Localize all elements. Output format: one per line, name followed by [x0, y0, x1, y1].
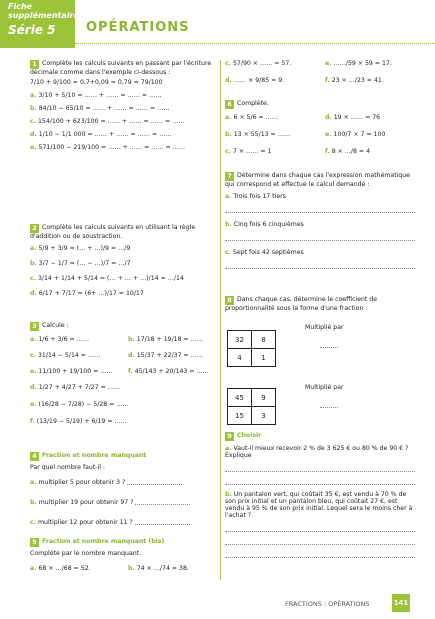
page-number: 141 — [392, 594, 410, 612]
exercise-5-continued: c. 57/90 × …… = 57. e. ……/59 × 59 = 17. d. …… × 9/85 = 9. f. 23 × …/23 = 41. — [225, 60, 392, 84]
ex2-item-c[interactable]: 3/14 + 1/14 + 5/14 = (… + … + …)/14 = …/14 — [38, 275, 184, 282]
ex6-number: 6 — [225, 100, 234, 109]
ex4-answer-c[interactable] — [135, 519, 190, 525]
ex3-item-a[interactable]: 1/6 + 3/6 = …… — [38, 336, 90, 343]
ex6-item-f[interactable]: 8 × …/8 = 4 — [331, 148, 371, 155]
exercise-6: 6 Complète. a. 6 × 5/6 = …… d. 19 × …… = 76 b. 13 × 55/13 = …… e. 100/7 × 7 = 100 c. 7 × …… = 1 f. 8 × …/8 = 4 — [225, 100, 386, 155]
table2-answer[interactable] — [320, 402, 338, 408]
ex3-item-f[interactable]: 45/143 + 20/143 = …… — [134, 368, 209, 375]
ex1-item-d[interactable]: 1/10 − 1/1 000 = …… + …… = …… = …… — [38, 131, 172, 138]
ex3-item-e[interactable]: 11/100 + 19/100 = …… — [38, 368, 113, 375]
ex8-instruction: Dans chaque cas, détermine le coefficient de proportionnalité sous la forme d'une fraction : — [225, 296, 378, 312]
ex2-instruction: Complète les calculs suivants en utilisant la règle d'addition ou de soustraction. — [30, 224, 196, 240]
ex1-item-a[interactable]: 3/10 + 5/10 = …… + …… = …… = …… — [38, 92, 162, 99]
ex4-item-c: multiplier 12 pour obtenir 11 ? — [38, 519, 133, 526]
ex9-answer-a-line1[interactable] — [225, 461, 415, 472]
ex4-answer-a[interactable] — [127, 479, 182, 485]
exercise-3: 3 Calcule : a. 1/6 + 3/6 = …… c. 31/14 − 5/14 = …… e. 11/100 + 19/100 = …… b. 17/18 + 19/18 = …… d. 15/37 + 22/37 = …… f. 45/143 + 20/143 = …… d. 1/27 + 4/27 + 7/27 = …… e. (16/28 − 7/28) − 5/28 = …… f. (13/19 − 5/19) + 6/19 = …… — [30, 322, 209, 425]
ex7-answer-c[interactable] — [225, 258, 415, 269]
exercise-7: 7 Détermine dans chaque cas l'expression mathématique qui correspond et effectue le calcul demandé : a. Trois fois 17 tiers b. Cinq fois 6 cinquièmes c. Sept fois 42 septièmes — [225, 172, 415, 269]
ex2-number: 2 — [30, 224, 39, 233]
ex9-question-b: Un pantalon vert, qui coûtait 35 €, est vendu à 70 % de son prix initial et un pantalon bleu, qui coûtait 27 €, est vendu à 95 % de son prix initial. Lequel sera le moins cher à l'achat ? — [225, 491, 413, 519]
ex1-item-c[interactable]: 154/100 + 623/100 = …… + …… = …… = …… — [38, 118, 185, 125]
ex1-example: 7/10 + 9/100 = 0,7+0,09 = 0,79 = 79/100 — [30, 79, 163, 86]
ex3-item-b[interactable]: 17/18 + 19/18 = …… — [136, 336, 204, 343]
table1-cell: 1 — [252, 349, 276, 367]
table2-label: Multiplié par — [305, 384, 344, 391]
ex1-instruction: Complète les calculs suivants en passant par l'écriture décimale comme dans l'exemple ci-dessous : — [30, 60, 212, 76]
ex3-item-c[interactable]: 31/14 − 5/14 = …… — [38, 352, 101, 359]
ex9-answer-b-line3[interactable] — [225, 547, 415, 558]
table1-cell: 32 — [228, 331, 252, 349]
ex8-number: 8 — [225, 296, 234, 305]
table1-label: Multiplié par — [305, 324, 344, 331]
table1-answer[interactable] — [320, 342, 338, 348]
ex4-item-a: multiplier 5 pour obtenir 3 ? — [38, 479, 126, 486]
serie-label: Série 5 — [8, 23, 56, 37]
ex5-item-b[interactable]: 74 × …/74 = 38. — [136, 565, 189, 572]
ex5-item-f[interactable]: 23 × …/23 = 41. — [331, 77, 384, 84]
series-badge — [0, 0, 79, 48]
ex6-item-c[interactable]: 7 × …… = 1 — [233, 148, 272, 155]
ex5-item-c[interactable]: 57/90 × …… = 57. — [233, 60, 292, 67]
ex7-answer-a[interactable] — [225, 202, 415, 213]
ex9-answer-b-line1[interactable] — [225, 521, 415, 532]
ex4-item-b: multiplier 19 pour obtenir 97 ? — [38, 499, 134, 506]
exercise-2: 2 Complète les calculs suivants en utilisant la règle d'addition ou de soustraction. a. 5/9 + 3/9 = (… + …)/9 = …/9 b. 3/7 − 1/7 = (… − …)/7 = …/7 c. 3/14 + 1/14 + 5/14 = (… + … + …)/14 = …/14 d. 6/17 + 7/17 = (6+ …)/17 = 10/17 — [30, 224, 196, 297]
column-divider — [220, 60, 221, 580]
table2-cell: 45 — [228, 389, 252, 407]
ex9-number: 9 — [225, 432, 234, 441]
ex4-instruction: Par quel nombre faut-il : — [30, 464, 105, 471]
ex7-item-b: Cinq fois 6 cinquièmes — [233, 221, 304, 228]
proportion-table-2 — [227, 388, 276, 425]
ex5-item-a[interactable]: 68 × …/68 = 52. — [38, 565, 91, 572]
ex4-number: 4 — [30, 452, 39, 461]
proportion-table-1 — [227, 330, 276, 367]
ex1-number: 1 — [30, 60, 39, 69]
ex5-title: Fraction et nombre manquant (bis) — [42, 538, 165, 545]
table2-cell: 3 — [252, 407, 276, 425]
header-divider — [75, 43, 435, 44]
page-title: OPÉRATIONS — [86, 20, 190, 35]
exercise-9: 9 Choisir a. Vaut-il mieux recevoir 2 % de 3 625 € ou 80 % de 90 € ? Explique b. Un pantalon vert, qui coûtait 35 €, est vendu à 70 % de son prix initial et un pantalon bleu, qui coûtait 27 €, est vendu à 95 % de son prix initial. Lequel sera le moins cher à l'achat ? — [225, 432, 415, 558]
exercise-1 — [30, 60, 216, 157]
ex6-item-a[interactable]: 6 × 5/6 = …… — [233, 114, 279, 121]
ex2-item-d[interactable]: 6/17 + 7/17 = (6+ …)/17 = 10/17 — [38, 290, 144, 297]
ex9-answer-a-line2[interactable] — [225, 474, 415, 485]
ex2-item-a[interactable]: 5/9 + 3/9 = (… + …)/9 = …/9 — [38, 245, 131, 252]
ex3-item2-d[interactable]: 1/27 + 4/27 + 7/27 = …… — [38, 384, 121, 391]
exercise-5: 5 Fraction et nombre manquant (bis) Complète par le nombre manquant. a. 68 × …/68 = 52. b. 74 × …/74 = 38. — [30, 538, 216, 572]
table1-cell: 4 — [228, 349, 252, 367]
ex7-instruction: Détermine dans chaque cas l'expression mathématique qui correspond et effectue le calcul demandé : — [225, 172, 410, 188]
footer-chapter: FRACTIONS : OPÉRATIONS — [285, 600, 370, 608]
ex5-number: 5 — [30, 538, 39, 547]
ex1-list: a. 3/10 + 5/10 = …… + …… = …… = …… b. 84/10 − 65/10 = …… + …… = …… = …… c. 154/100 + 623/100 = …… + …… = …… = …… d. 1/10 − 1/1 000 = …… + …… = …… = …… e. 571/100 − 219/100 = …… + …… = …… = …… — [30, 92, 186, 151]
ex7-answer-b[interactable] — [225, 230, 415, 241]
exercise-4: 4 Fraction et nombre manquant Par quel nombre faut-il : a. multiplier 5 pour obtenir 3 ? b. multiplier 19 pour obtenir 97 ? c. multiplier 12 pour obtenir 11 ? — [30, 452, 216, 539]
ex7-item-c: Sept fois 42 septièmes — [233, 249, 304, 256]
ex1-item-b[interactable]: 84/10 − 65/10 = …… + …… = …… = …… — [38, 105, 170, 112]
ex9-answer-b-line2[interactable] — [225, 534, 415, 545]
ex3-number: 3 — [30, 322, 39, 331]
ex4-answer-b[interactable] — [135, 499, 190, 505]
ex4-title: Fraction et nombre manquant — [42, 452, 147, 459]
ex6-item-e[interactable]: 100/7 × 7 = 100 — [333, 131, 386, 138]
ex2-item-b[interactable]: 3/7 − 1/7 = (… − …)/7 = …/7 — [38, 260, 131, 267]
table2-cell: 15 — [228, 407, 252, 425]
ex1-item-e[interactable]: 571/100 − 219/100 = …… + …… = …… = …… — [38, 144, 186, 151]
page-header — [0, 0, 435, 52]
table1-cell: 8 — [252, 331, 276, 349]
ex9-title: Choisir — [237, 432, 262, 439]
ex7-number: 7 — [225, 172, 234, 181]
ex3-instruction: Calcule : — [42, 322, 69, 329]
ex7-item-a: Trois fois 17 tiers — [233, 193, 286, 200]
ex6-item-b[interactable]: 13 × 55/13 = …… — [233, 131, 291, 138]
ex5-item-d[interactable]: …… × 9/85 = 9. — [233, 77, 285, 84]
fiche-label: Fiche supplémentaire — [8, 2, 79, 20]
ex3-item2-f[interactable]: (13/19 − 5/19) + 6/19 = …… — [36, 418, 127, 425]
ex6-instruction: Complète. — [237, 100, 269, 107]
ex3-item2-e[interactable]: (16/28 − 7/28) − 5/28 = …… — [38, 401, 129, 408]
ex5-item-e[interactable]: ……/59 × 59 = 17. — [333, 60, 392, 67]
ex3-item-d[interactable]: 15/37 + 22/37 = …… — [136, 352, 204, 359]
ex6-item-d[interactable]: 19 × …… = 76 — [333, 114, 381, 121]
ex9-question-a: Vaut-il mieux recevoir 2 % de 3 625 € ou 80 % de 90 € ? Explique — [225, 445, 409, 459]
table2-cell: 9 — [252, 389, 276, 407]
ex5-instruction: Complète par le nombre manquant. — [30, 550, 142, 557]
page-footer — [0, 590, 435, 614]
